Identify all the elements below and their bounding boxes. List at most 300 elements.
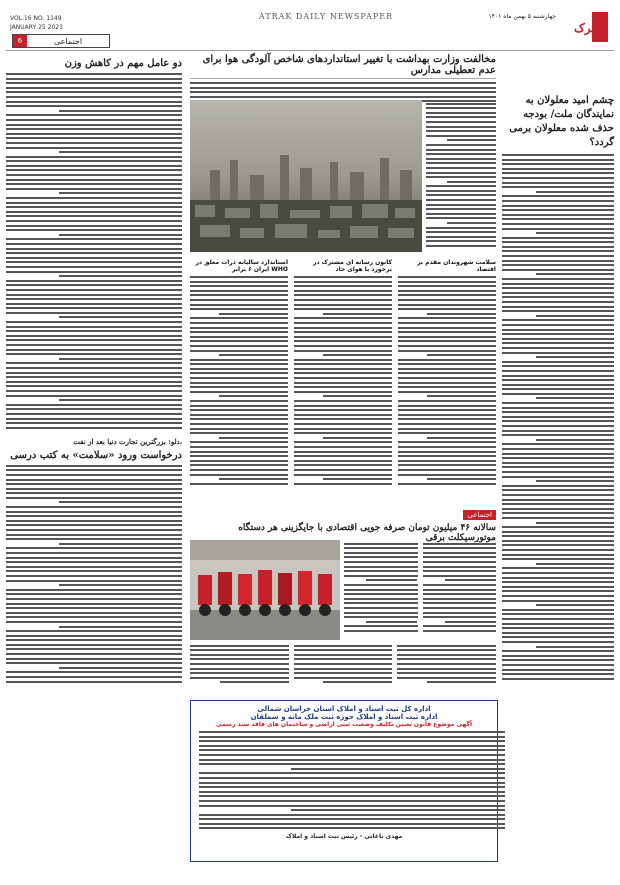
text-line [190,386,288,388]
text-line [294,474,392,476]
text-line [190,368,288,370]
text-line [398,372,496,374]
text-line [398,281,496,283]
text-line [6,598,182,600]
text-line [6,376,182,378]
text-line [6,427,182,429]
text-line [536,646,614,648]
text-line [502,411,614,413]
text-line [502,246,614,248]
text-line [6,160,182,162]
text-line [294,290,392,292]
text-line [323,313,392,315]
text-line [502,600,614,602]
section-badge [12,34,110,48]
text-line [199,731,505,733]
text-line [426,217,496,219]
text-line [6,197,182,199]
text-line [423,552,497,554]
text-line [6,381,182,383]
motorcycle-bottom-1 [190,642,289,690]
text-line [6,220,182,222]
text-line [398,386,496,388]
text-line [294,400,392,402]
text-line [6,395,182,397]
text-line [6,408,182,410]
text-line [502,540,614,542]
text-line [294,345,392,347]
text-line [6,681,182,683]
text-line [6,238,182,240]
text-line [426,190,496,192]
text-line [502,636,614,638]
text-line [502,499,614,501]
text-line [6,124,182,126]
text-line [502,347,614,349]
motorcycle-headline: سالانه ۴۶ میلیون تومان صرفه جویی اقتصادی با جایگزینی هر دستگاه موتورسیکلت برقی [238,523,496,543]
subhead-media: کانون رسانه ای مشترک در برخورد با هوای حاد [313,259,392,273]
text-line [199,754,505,756]
text-line [344,593,418,595]
text-line [536,273,614,275]
text-line [423,589,497,591]
text-line [6,105,182,107]
text-line [323,681,392,683]
text-line [6,298,182,300]
text-line [398,382,496,384]
text-line [6,520,182,522]
text-line [426,107,496,109]
text-line [398,414,496,416]
text-line [427,437,496,439]
text-line [294,391,392,393]
text-line [6,252,182,254]
text-line [6,349,182,351]
text-line [294,677,393,679]
text-line [6,630,182,632]
text-line [199,736,505,738]
section-name: اجتماعی [53,36,83,46]
text-line [502,462,614,464]
text-line [366,579,417,581]
text-line [426,130,496,132]
text-line [6,616,182,618]
text-line [502,375,614,377]
text-line [294,368,392,370]
text-line [6,91,182,93]
subhead-who: استاندارد سالیانه ذرات معلق در ایران ۶ برابر WHO [195,259,288,273]
text-line [190,451,288,453]
text-line [344,602,418,604]
notice-title-2: اداره ثبت اسناد و املاک حوزه ثبت ملک مانه و سملقان [250,713,438,721]
text-line [426,172,496,174]
text-line [502,310,614,312]
text-line [294,455,392,457]
text-line [6,653,182,655]
text-line [6,202,182,204]
english-date: JANUARY 25 2023 [10,24,63,31]
text-line [426,236,496,238]
text-line [398,432,496,434]
text-line [6,547,182,549]
text-line [426,204,496,206]
text-line [502,241,614,243]
right-headline: چشم امید معلولان به نمایندگان ملت/ بودجه حذف شده معلولان برمی گردد؟ [509,95,614,148]
text-line [6,339,182,341]
text-line [6,621,182,623]
text-line [6,344,182,346]
text-line [6,289,182,291]
text-line [6,483,182,485]
text-line [502,618,614,620]
text-line [190,483,288,485]
text-line [190,363,288,365]
text-line [190,455,288,457]
text-line [6,676,182,678]
text-line [536,563,614,565]
text-line [294,405,392,407]
text-line [6,593,182,595]
city-smog-photo [190,100,422,252]
text-line [6,566,182,568]
text-line [294,432,392,434]
text-line [398,308,496,310]
text-line [294,464,392,466]
text-line [502,632,614,634]
text-line [59,234,182,236]
text-line [398,290,496,292]
text-line [502,434,614,436]
text-line [344,552,418,554]
text-line [323,478,392,480]
text-line [536,439,614,441]
text-line [190,304,288,306]
text-line [426,208,496,210]
text-line [6,607,182,609]
text-line [199,818,505,820]
text-line [6,570,182,572]
text-line [6,303,182,305]
text-line [6,372,182,374]
text-line [220,681,289,683]
text-line [190,428,288,430]
text-line [6,73,182,75]
text-line [502,535,614,537]
text-line [219,437,288,439]
text-line [427,395,496,397]
text-line [6,474,182,476]
text-line [344,612,418,614]
text-line [190,327,288,329]
text-line [6,183,182,185]
text-line [294,382,392,384]
notice-title-1: اداره کل ثبت اسناد و املاک استان خراسان شمالی [257,705,431,713]
text-line [502,623,614,625]
text-line [6,174,182,176]
text-line [398,331,496,333]
text-line [59,399,182,401]
text-line [6,215,182,217]
text-line [502,319,614,321]
text-line [502,531,614,533]
text-line [6,271,182,273]
text-line [502,512,614,514]
text-line [502,425,614,427]
text-line [502,296,614,298]
text-line [6,497,182,499]
text-line [502,218,614,220]
text-line [6,312,182,314]
text-line [502,269,614,271]
text-line [398,391,496,393]
text-line [6,179,182,181]
text-line [6,390,182,392]
text-line [199,814,505,816]
text-line [190,474,288,476]
text-line [502,485,614,487]
text-line [344,575,418,577]
text-line [502,177,614,179]
text-line [190,418,288,420]
text-line [294,340,392,342]
text-line [536,397,614,399]
text-line [502,453,614,455]
text-line [6,385,182,387]
text-line [398,363,496,365]
registry-notice [190,700,498,862]
text-line [502,655,614,657]
text-line [426,199,496,201]
text-line [291,809,505,811]
text-line [190,668,289,670]
text-line [344,561,418,563]
center-col-2 [294,256,392,506]
text-line [6,188,182,190]
text-line [59,501,182,503]
text-line [397,668,496,670]
text-line [6,335,182,337]
text-line [294,654,393,656]
text-line [6,261,182,263]
text-line [398,299,496,301]
text-line [190,82,496,84]
text-line [502,287,614,289]
text-line [6,142,182,144]
left-headline-1: دو عامل مهم در کاهش وزن [64,58,182,69]
center-col-1 [190,256,288,506]
text-line [423,625,497,627]
text-line [6,119,182,121]
persian-date: چهارشنبه ۵ بهمن ماه ۱۴۰۱ [488,13,556,20]
text-line [502,186,614,188]
text-line [502,581,614,583]
text-line [447,222,496,224]
text-line [502,342,614,344]
text-line [502,508,614,510]
text-line [6,413,182,415]
text-line [502,549,614,551]
text-line [397,672,496,674]
text-line [199,749,505,751]
text-line [6,612,182,614]
text-line [502,182,614,184]
text-line [502,503,614,505]
text-line [502,329,614,331]
text-line [536,315,614,317]
text-line [294,451,392,453]
text-line [426,227,496,229]
text-line [344,566,418,568]
text-line [6,465,182,467]
text-line [323,395,392,397]
text-line [6,367,182,369]
text-line [294,281,392,283]
text-line [294,645,393,647]
text-line [199,827,505,829]
text-line [426,135,496,137]
text-line [426,126,496,128]
text-line [427,313,496,315]
text-line [536,232,614,234]
text-line [398,359,496,361]
text-line [423,602,497,604]
text-line [502,577,614,579]
text-line [294,299,392,301]
text-line [294,441,392,443]
text-line [6,353,182,355]
text-line [6,128,182,130]
left-headline-3: درخواست ورود «سلامت» به کتب درسی [10,449,182,461]
text-line [199,823,505,825]
text-line [398,483,496,485]
text-line [294,418,392,420]
text-line [6,506,182,508]
notice-signature: مهدی باغانی - رئیس ثبت اسناد و املاک [285,833,403,841]
text-line [502,214,614,216]
text-line [502,163,614,165]
text-line [398,345,496,347]
text-line [190,308,288,310]
text-line [6,229,182,231]
text-line [502,641,614,643]
text-line [6,515,182,517]
text-line [6,589,182,591]
text-line [398,441,496,443]
text-line [502,205,614,207]
text-line [536,522,614,524]
section-bar [190,510,496,520]
text-line [502,544,614,546]
text-line [344,570,418,572]
text-line [502,613,614,615]
page-number: 6 [13,35,27,47]
text-line [344,543,418,545]
text-line [6,534,182,536]
text-line [423,547,497,549]
text-line [502,627,614,629]
text-line [294,668,393,670]
text-line [426,176,496,178]
text-line [6,137,182,139]
text-line [502,650,614,652]
text-line [427,478,496,480]
text-line [294,649,393,651]
text-line [426,240,496,242]
text-line [6,488,182,490]
text-line [6,78,182,80]
text-line [426,213,496,215]
text-line [294,359,392,361]
text-line [344,556,418,558]
motorcycle-col-1 [344,540,418,640]
text-line [294,386,392,388]
text-line [502,457,614,459]
text-line [397,677,496,679]
text-line [502,673,614,675]
text-line [6,662,182,664]
motorcycle-bottom [190,642,496,690]
text-line [6,96,182,98]
text-line [398,276,496,278]
text-line [190,345,288,347]
text-line [502,301,614,303]
text-line [294,350,392,352]
text-line [59,316,182,318]
text-line [323,437,392,439]
text-line [502,526,614,528]
right-article-body [502,154,614,680]
text-line [398,350,496,352]
text-line [190,91,496,93]
text-line [423,616,497,618]
text-line [502,407,614,409]
text-line [190,322,288,324]
issue-meta [10,14,63,32]
text-line [190,96,496,98]
text-line [190,441,288,443]
text-line [59,275,182,277]
text-line [294,363,392,365]
text-line [398,322,496,324]
text-line [190,464,288,466]
text-line [398,409,496,411]
text-line [6,266,182,268]
text-line [502,333,614,335]
text-line [426,245,496,247]
text-line [219,354,288,356]
text-line [426,121,496,123]
text-line [294,409,392,411]
text-line [294,336,392,338]
newspaper-name: ATRAK DAILY NEWSPAPER [258,12,394,21]
text-line [502,159,614,161]
text-line [502,393,614,395]
text-line [6,648,182,650]
text-line [447,181,496,183]
text-line [502,558,614,560]
text-line [59,358,182,360]
text-line [294,469,392,471]
text-line [294,460,392,462]
text-line [190,359,288,361]
notice-body [191,731,513,829]
text-line [6,479,182,481]
volume-number: VOL.16 NO. 1149 [10,15,62,22]
text-line [294,672,393,674]
right-column [502,54,614,855]
text-line [6,257,182,259]
text-line [398,428,496,430]
